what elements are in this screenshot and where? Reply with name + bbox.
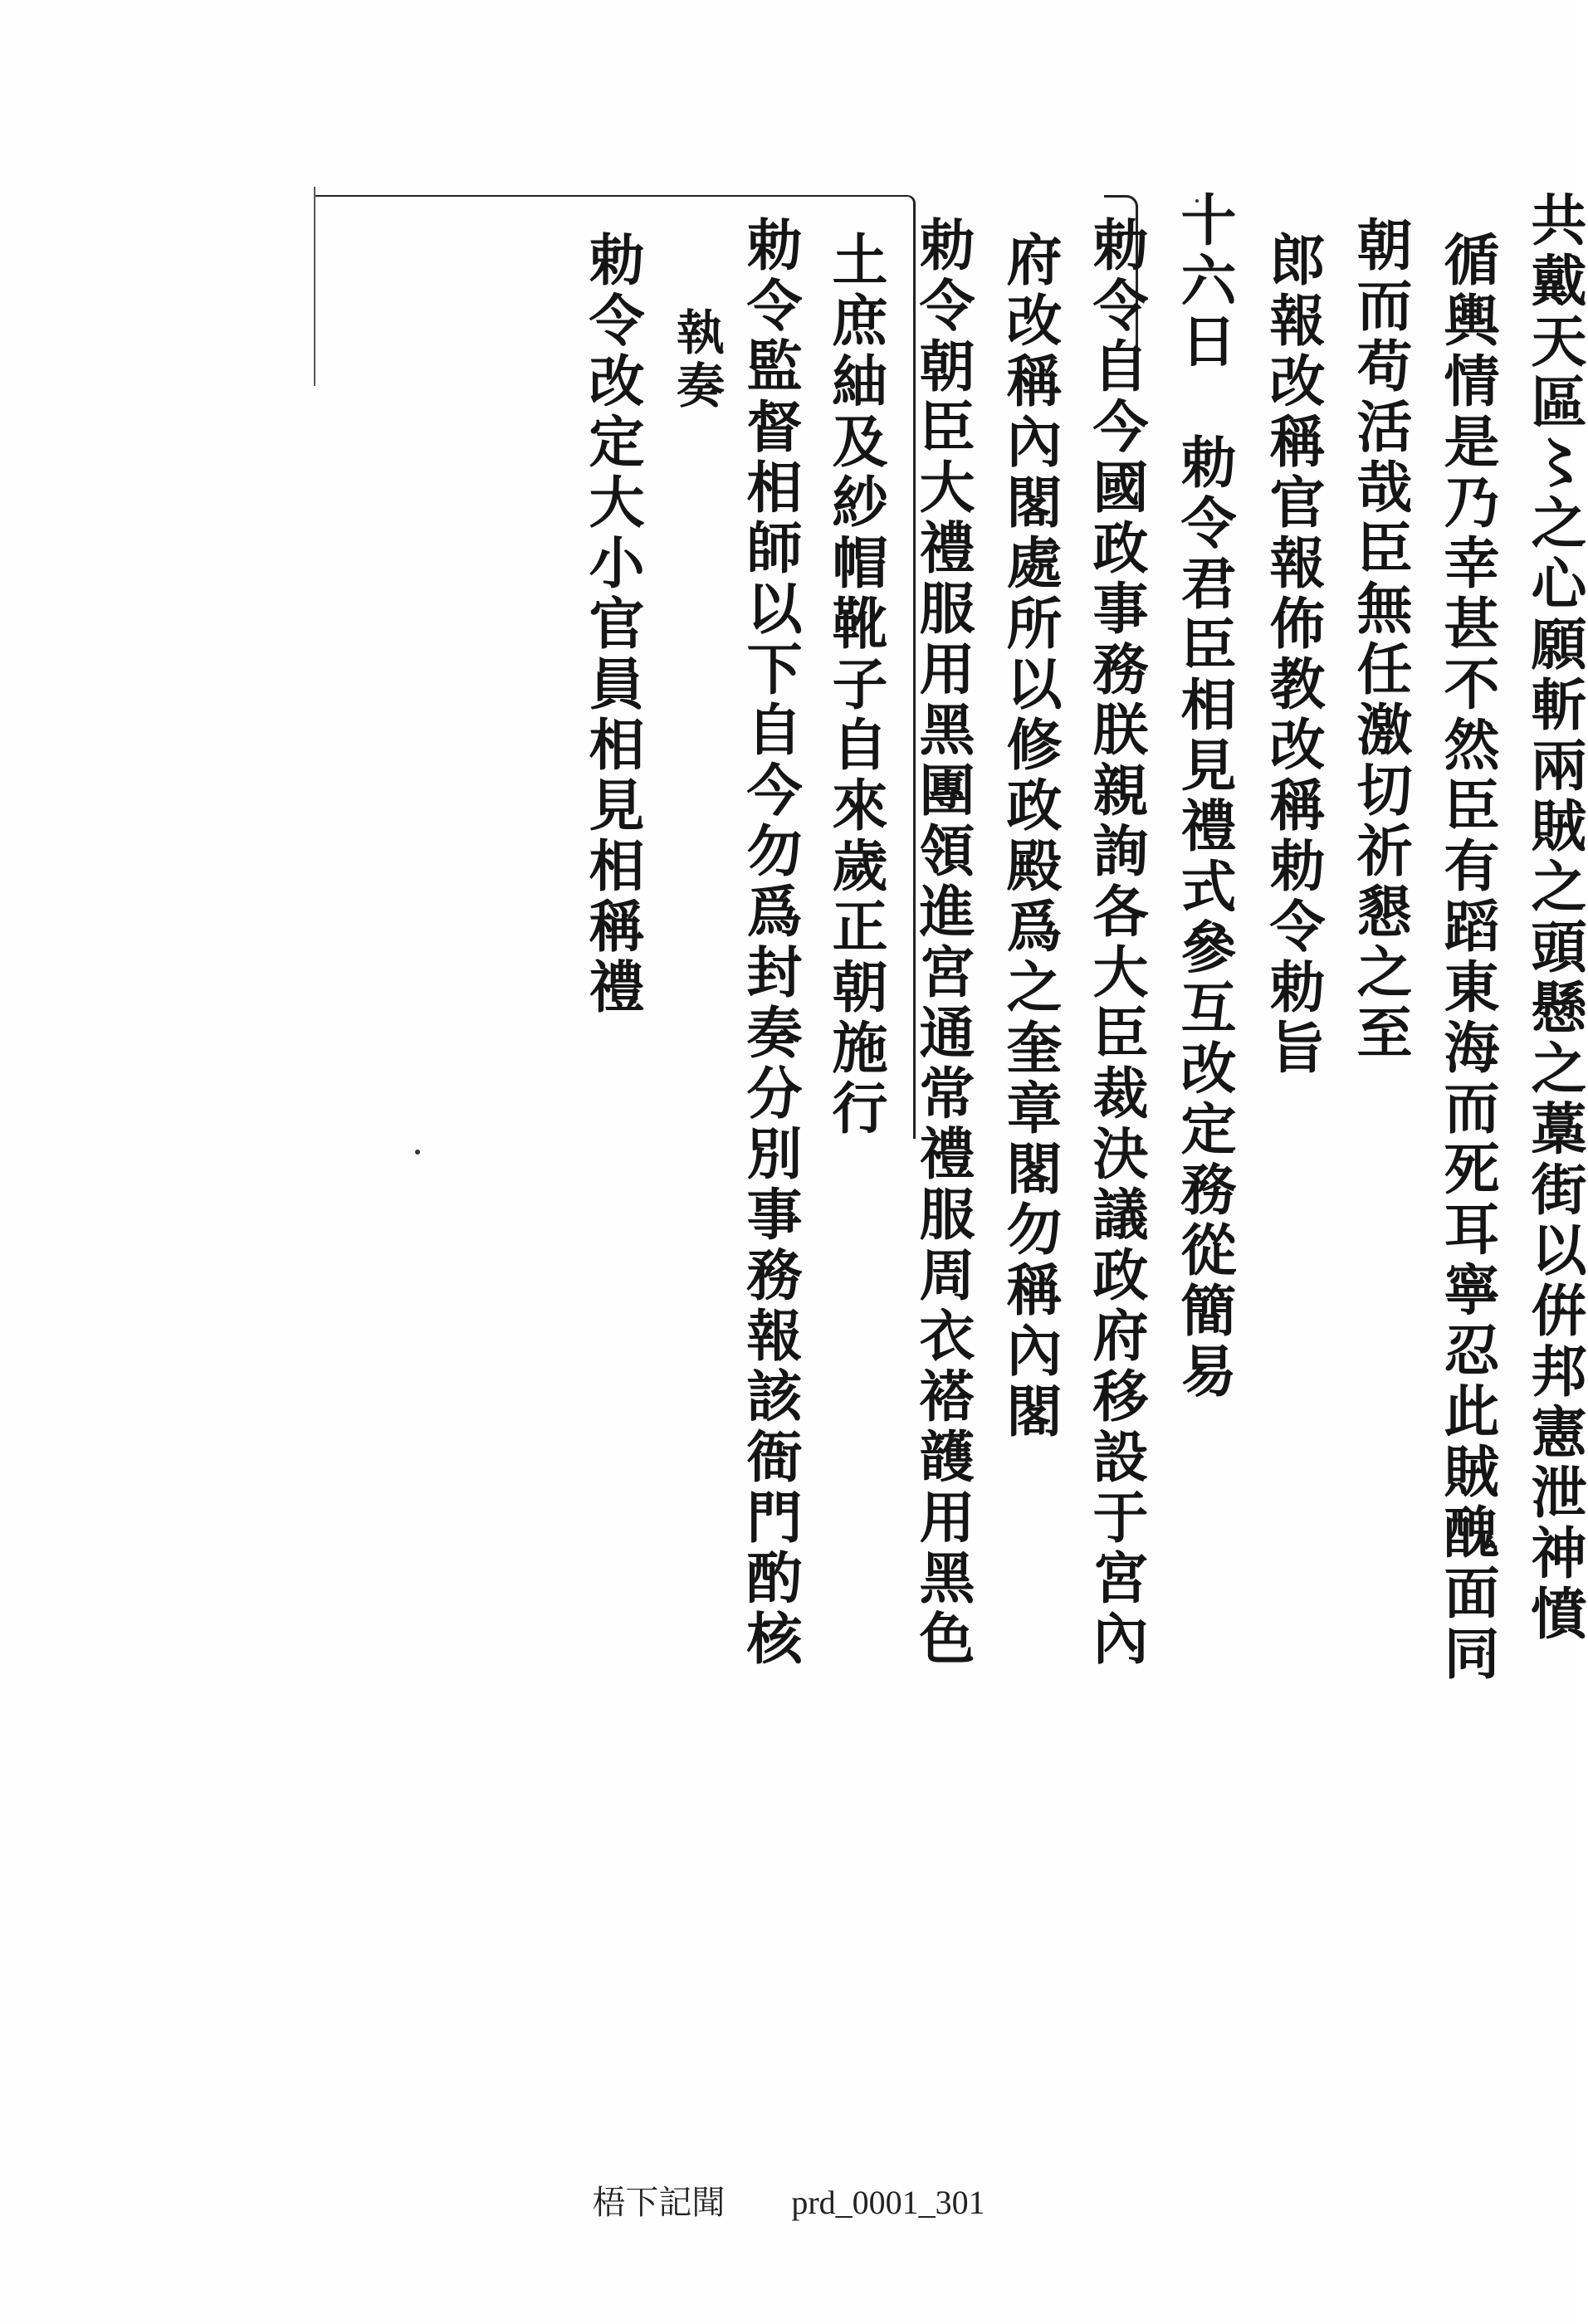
text-column-11: 勅令改定大小官員相見相稱禮 <box>580 231 646 1018</box>
text-column-9: 土庶紬及紗帽靴子自來歲正朝施行 <box>823 231 889 1140</box>
text-column-1: 共戴天區〻之心願斬兩賊之頭懸之藁街以倂邦憲泄神憤 <box>1522 191 1588 1645</box>
manuscript-text <box>282 191 1588 1876</box>
text-column-8: 勅令朝臣大禮服用黑團領進宮通常禮服周衣褡頀用黑色 <box>911 216 976 1670</box>
text-column-4: 郎報改稱官報佈教改稱勅令勅旨 <box>1261 231 1327 1079</box>
page-identifier: prd_0001_301 <box>791 2184 985 2221</box>
text-column-10: 勅令監督相師以下自今勿爲封奏分別事務報該衙門酌核 <box>738 216 804 1670</box>
book-title: 梧下記聞 <box>592 2184 726 2221</box>
text-column-6: 勅令自今國政事務朕親詢各大臣裁決議政府移設于宮內 <box>1084 216 1150 1670</box>
text-column-5: 十六日 勅令君臣相見禮式參互改定務從簡易 <box>1172 191 1238 1403</box>
page-footer <box>0 2176 1577 2224</box>
text-column-10-note: 執奏 <box>668 307 725 413</box>
text-column-7: 府改稱內閣處所以修政殿爲之奎章閣勿稱內閣 <box>998 231 1063 1443</box>
text-column-3: 朝而苟活哉臣無任激切祈懇之至 <box>1348 216 1414 1064</box>
text-column-2: 循輿情是乃幸甚不然臣有蹈東海而死耳寧忍此賊醜面同 <box>1435 231 1501 1685</box>
